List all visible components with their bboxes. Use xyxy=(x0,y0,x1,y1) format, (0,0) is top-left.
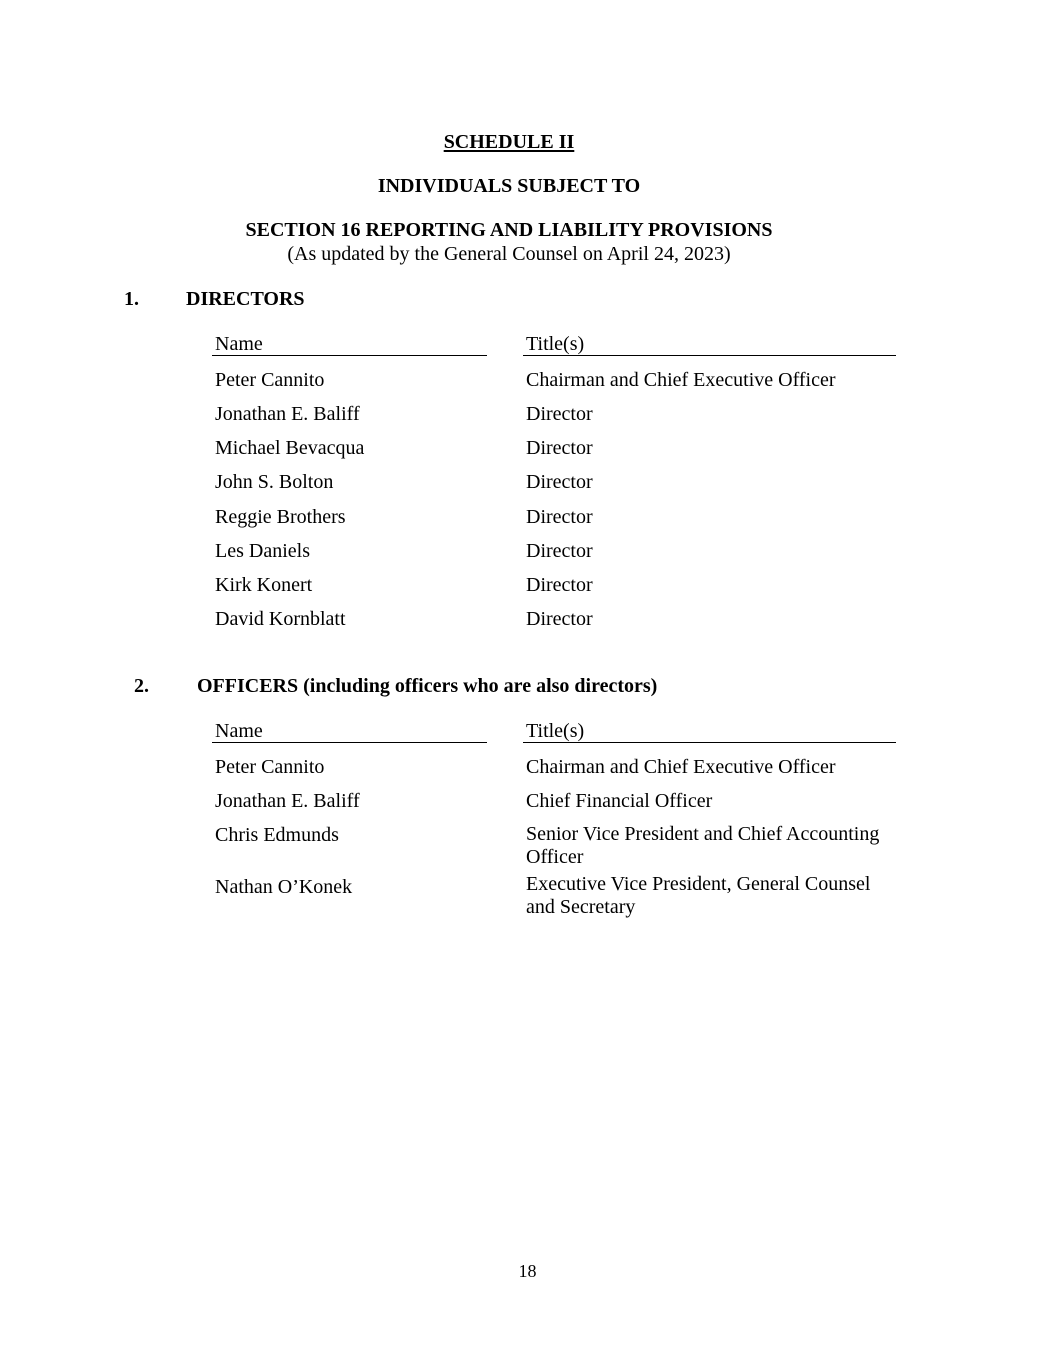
table-row-title: Executive Vice President, General Counsel and Secretary xyxy=(526,873,871,918)
table-row-name: Michael Bevacqua xyxy=(215,437,365,459)
officers-name-header-rule xyxy=(212,742,487,743)
table-row-name: Peter Cannito xyxy=(215,756,325,778)
table-row-name: Chris Edmunds xyxy=(215,824,339,846)
table-row-name: Nathan O’Konek xyxy=(215,876,353,898)
table-row-title: Director xyxy=(526,437,593,459)
table-row-name: Les Daniels xyxy=(215,540,310,562)
page-number: 18 xyxy=(518,1261,537,1281)
directors-title-column-header: Title(s) xyxy=(526,333,585,355)
table-row-title: Director xyxy=(526,574,593,596)
officers-title-column-header: Title(s) xyxy=(526,720,585,742)
directors-name-header-rule xyxy=(212,355,487,356)
table-row-name: Reggie Brothers xyxy=(215,506,346,528)
heading-line-2: SECTION 16 REPORTING AND LIABILITY PROVISIONS xyxy=(245,219,773,241)
table-row-title: Director xyxy=(526,540,593,562)
directors-name-column-header: Name xyxy=(215,333,263,355)
officers-title-header-rule xyxy=(523,742,896,743)
directors-title-header-rule xyxy=(523,355,896,356)
section-number-officers: 2. xyxy=(134,675,149,697)
table-row-title: Chief Financial Officer xyxy=(526,790,713,812)
table-row-title: Director xyxy=(526,403,593,425)
schedule-title: SCHEDULE II xyxy=(443,131,575,153)
table-row-name: Kirk Konert xyxy=(215,574,313,596)
heading-line-1: INDIVIDUALS SUBJECT TO xyxy=(377,175,641,197)
table-row-title: Chairman and Chief Executive Officer xyxy=(526,756,836,778)
table-row-title: Senior Vice President and Chief Accounting Officer xyxy=(526,823,880,868)
table-row-title: Director xyxy=(526,471,593,493)
table-row-name: Jonathan E. Baliff xyxy=(215,403,360,425)
table-row-name: Peter Cannito xyxy=(215,369,325,391)
update-note: (As updated by the General Counsel on April 24, 2023) xyxy=(287,243,731,265)
section-number-directors: 1. xyxy=(124,288,139,310)
officers-name-column-header: Name xyxy=(215,720,263,742)
section-title-directors: DIRECTORS xyxy=(186,288,305,310)
section-title-officers: OFFICERS (including officers who are also directors) xyxy=(197,675,658,697)
table-row-name: David Kornblatt xyxy=(215,608,346,630)
table-row-title: Chairman and Chief Executive Officer xyxy=(526,369,836,391)
table-row-title: Director xyxy=(526,608,593,630)
table-row-name: John S. Bolton xyxy=(215,471,334,493)
table-row-title: Director xyxy=(526,506,593,528)
table-row-name: Jonathan E. Baliff xyxy=(215,790,360,812)
